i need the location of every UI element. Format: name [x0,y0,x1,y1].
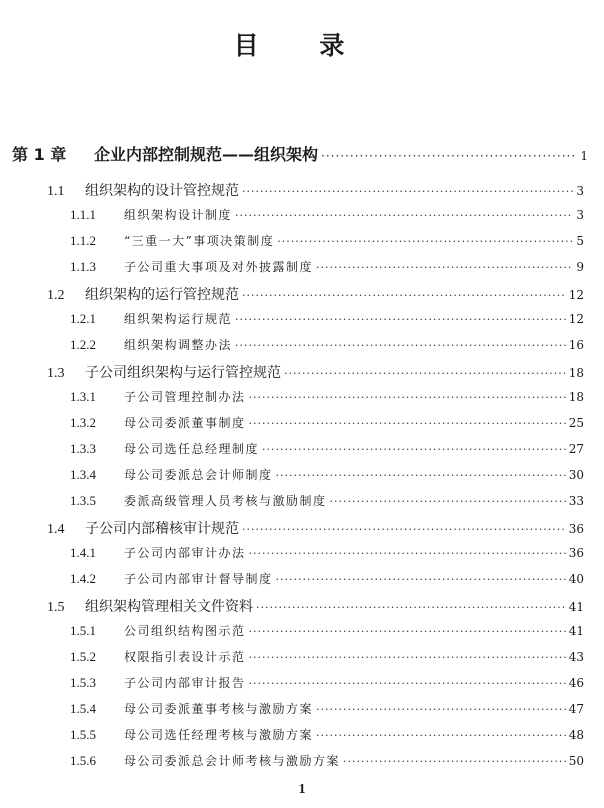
dot-leader [276,469,566,482]
subsection-title: 子公司内部审计报告 [124,676,246,690]
subsection-number: 1.3.1 [70,389,96,404]
subsection-page-number: 5 [576,234,584,248]
dot-leader [316,703,566,716]
subsection-page-number: 43 [568,650,584,664]
toc-subsection-1-5-4[interactable] [70,700,584,717]
toc-subsection-1-3-3[interactable] [70,440,584,457]
section-title: 组织架构管理相关文件资料 [85,599,253,615]
subsection-title: 公司组织结构图示范 [124,624,246,638]
subsection-number: 1.4.1 [70,545,96,560]
toc-subsection-1-4-1[interactable] [70,544,584,561]
section-number: 1.1 [47,184,65,199]
toc-subsection-1-2-2[interactable] [70,336,584,353]
toc-section-1-3[interactable] [47,362,584,382]
dot-leader [321,149,577,163]
dot-leader [262,443,566,456]
dot-leader [277,235,573,248]
subsection-number: 1.3.5 [70,493,96,508]
dot-leader [249,391,566,404]
subsection-number: 1.5.2 [70,649,96,664]
subsection-number: 1.1.3 [70,259,96,274]
subsection-number: 1.3.2 [70,415,96,430]
toc-subsection-1-3-1[interactable] [70,388,584,405]
subsection-title: 组织架构设计制度 [124,208,233,222]
subsection-page-number: 47 [568,702,584,716]
subsection-number: 1.5.3 [70,675,96,690]
dot-leader [249,547,566,560]
subsection-page-number: 25 [568,416,584,430]
subsection-number: 1.1.2 [70,233,96,248]
toc-section-1-4[interactable] [47,518,584,538]
section-page-number: 18 [568,366,584,380]
dot-leader [235,339,566,352]
dot-leader [256,601,566,614]
toc-subsection-1-5-2[interactable] [70,648,584,665]
subsection-number: 1.3.3 [70,441,96,456]
subsection-page-number: 36 [568,546,584,560]
dot-leader [343,755,566,768]
section-title: 组织架构的设计管控规范 [85,183,239,199]
subsection-title: “三重一大”事项决策制度 [124,234,275,248]
subsection-title: 组织架构调整办法 [124,338,233,352]
subsection-page-number: 12 [568,312,584,326]
subsection-number: 1.2.2 [70,337,96,352]
subsection-number: 1.5.4 [70,701,96,716]
subsection-page-number: 41 [568,624,584,638]
subsection-page-number: 3 [576,208,584,222]
toc-subsection-1-1-2[interactable] [70,232,584,249]
toc-section-1-5[interactable] [47,596,584,616]
toc-subsection-1-3-5[interactable] [70,492,584,509]
toc-subsection-1-5-6[interactable] [70,752,584,769]
subsection-page-number: 9 [576,260,584,274]
subsection-page-number: 46 [568,676,584,690]
subsection-title: 委派高级管理人员考核与激励制度 [124,494,327,508]
subsection-page-number: 27 [568,442,584,456]
toc-subsection-1-5-5[interactable] [70,726,584,743]
section-number: 1.3 [47,366,65,381]
subsection-title: 子公司管理控制办法 [124,390,246,404]
subsection-title: 母公司委派总会计师制度 [124,468,273,482]
subsection-number: 1.5.1 [70,623,96,638]
subsection-title: 母公司选任经理考核与激励方案 [124,728,314,742]
subsection-title: 母公司委派董事制度 [124,416,246,430]
section-number: 1.2 [47,288,65,303]
section-title: 子公司内部稽核审计规范 [85,521,239,537]
dot-leader [242,289,566,302]
section-title: 组织架构的运行管控规范 [85,287,239,303]
section-page-number: 36 [568,522,584,536]
dot-leader [235,209,573,222]
subsection-page-number: 18 [568,390,584,404]
dot-leader [316,729,566,742]
dot-leader [235,313,566,326]
toc-subsection-1-1-3[interactable] [70,258,584,275]
footer-page-number: 1 [298,782,306,797]
toc-subsection-1-2-1[interactable] [70,310,584,327]
toc-section-1-1[interactable] [47,180,584,200]
subsection-title: 子公司重大事项及对外披露制度 [124,260,314,274]
dot-leader [242,185,573,198]
chapter-title: 企业内部控制规范——组织架构 [94,145,319,164]
subsection-title: 权限指引表设计示范 [124,650,246,664]
subsection-page-number: 50 [568,754,584,768]
dot-leader [249,677,566,690]
subsection-number: 1.3.4 [70,467,96,482]
subsection-number: 1.4.2 [70,571,96,586]
section-page-number: 41 [568,600,584,614]
subsection-number: 1.5.5 [70,727,96,742]
toc-subsection-1-3-2[interactable] [70,414,584,431]
dot-leader [330,495,566,508]
subsection-title: 子公司内部审计督导制度 [124,572,273,586]
subsection-title: 母公司委派总会计师考核与激励方案 [124,754,341,768]
subsection-page-number: 40 [568,572,584,586]
subsection-number: 1.2.1 [70,311,96,326]
toc-subsection-1-5-3[interactable] [70,674,584,691]
toc-section-1-2[interactable] [47,284,584,304]
dot-leader [284,367,566,380]
subsection-page-number: 16 [568,338,584,352]
subsection-title: 母公司委派董事考核与激励方案 [124,702,314,716]
dot-leader [242,523,566,536]
subsection-title: 母公司选任总经理制度 [124,442,260,456]
dot-leader [249,417,566,430]
dot-leader [249,651,566,664]
toc-subsection-1-5-1[interactable] [70,622,584,639]
toc-subsection-1-4-2[interactable] [70,570,584,587]
subsection-title: 子公司内部审计办法 [124,546,246,560]
toc-subsection-1-1-1[interactable] [70,206,584,223]
subsection-number: 1.1.1 [70,207,96,222]
section-page-number: 12 [568,288,584,302]
subsection-number: 1.5.6 [70,753,96,768]
section-number: 1.4 [47,522,65,537]
toc-chapter-1[interactable] [12,142,588,165]
chapter-number: 第 1 章 [12,145,67,164]
section-title: 子公司组织架构与运行管控规范 [85,365,281,381]
subsection-title: 组织架构运行规范 [124,312,233,326]
subsection-page-number: 48 [568,728,584,742]
page-title: 目 录 [233,31,371,60]
dot-leader [316,261,573,274]
subsection-page-number: 30 [568,468,584,482]
subsection-page-number: 33 [568,494,584,508]
section-page-number: 3 [576,184,584,198]
dot-leader [249,625,566,638]
toc-subsection-1-3-4[interactable] [70,466,584,483]
section-number: 1.5 [47,600,65,615]
chapter-page-number: 1 [580,149,588,163]
dot-leader [276,573,566,586]
